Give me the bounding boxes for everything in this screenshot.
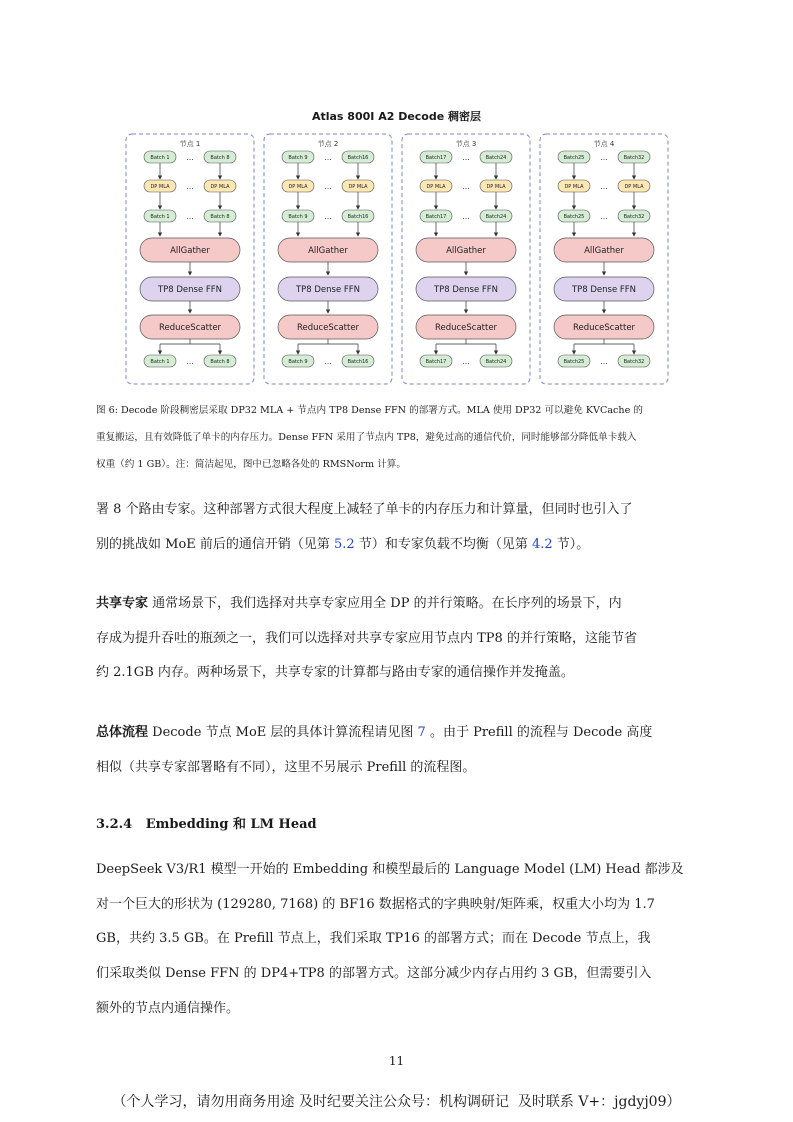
para4-line-1: DeepSeek V3/R1 模型一开始的 Embedding 和模型最后的 Language Model (LM) Head 都涉及 [96, 862, 684, 877]
section-ref-link[interactable]: 5.2 [334, 536, 355, 552]
footer-note: （个人学习，请勿用商务用途 及时纪要关注公众号：机构调研记 及时联系 V+：jgdyj09） [112, 1094, 681, 1110]
batch-label: Batch 8 [210, 155, 230, 161]
batch-label: Batch16 [347, 359, 369, 365]
ellipsis: ... [324, 357, 332, 366]
batch-label: Batch 1 [150, 359, 170, 365]
allgather-label: AllGather [308, 246, 348, 256]
batch-label: Batch17 [425, 359, 447, 365]
para2-line-2: 存成为提升吞吐的瓶颈之一，我们可以选择对共享专家应用节点内 TP8 的并行策略，这能节省 [96, 630, 637, 646]
para3-line-2: 相似（共享专家部署略有不同），这里不另展示 Prefill 的流程图。 [96, 759, 476, 775]
ellipsis: ... [324, 153, 332, 162]
ellipsis: ... [324, 182, 332, 191]
para4-line-3: GB，共约 3.5 GB。在 Prefill 节点上，我们采取 TP16 的部署方式；而在 Decode 节点上，我 [96, 931, 651, 947]
para1-line-1: 署 8 个路由专家。这种部署方式很大程度上减轻了单卡的内存压力和计算量，但同时也引入了 [96, 502, 633, 517]
batch-label: Batch 8 [210, 214, 230, 220]
para3-heading: 总体流程 [96, 725, 149, 740]
reducescatter-label: ReduceScatter [296, 323, 360, 333]
section-ref-link[interactable]: 4.2 [531, 536, 553, 552]
para2-line-1: 共享专家 通常场景下，我们选择对共享专家应用全 DP 的并行策略。在长序列的场景下，内 [96, 596, 622, 611]
ellipsis: ... [186, 212, 194, 221]
para4-line-4: 们采取类似 Dense FFN 的 DP4+TP8 的部署方式。这部分减少内存占用约 3 GB，但需要引入 [96, 966, 652, 982]
batch-label: Batch 1 [150, 214, 170, 220]
ellipsis: ... [324, 212, 332, 221]
ellipsis: ... [600, 182, 608, 191]
figure-diagram [0, 0, 793, 400]
batch-label: Batch 9 [288, 359, 308, 365]
node-label: 节点 2 [317, 140, 339, 148]
reducescatter-label: ReduceScatter [434, 323, 498, 333]
dp-mla-label: DP MLA [564, 184, 584, 190]
figure-caption [96, 397, 700, 478]
ellipsis: ... [462, 153, 470, 162]
allgather-label: AllGather [446, 246, 486, 256]
batch-label: Batch 1 [150, 155, 170, 161]
para4-line-2: 对一个巨大的形状为 (129280, 7168) 的 BF16 数据格式的字典映射/矩阵乘，权重大小均为 1.7 [96, 896, 655, 912]
dp-mla-label: DP MLA [288, 184, 308, 190]
batch-label: Batch32 [623, 155, 645, 161]
caption-line-1: 图 6: Decode 阶段稠密层采取 DP32 MLA + 节点内 TP8 Dense FFN 的部署方式。MLA 使用 DP32 可以避免 KVCache 的 [96, 405, 643, 416]
para1-line-2: 别的挑战如 MoE 前后的通信开销（见第 5.2 节）和专家负载不均衡（见第 4.2 节）。 [96, 536, 590, 552]
ellipsis: ... [600, 153, 608, 162]
dense-ffn-label: TP8 Dense FFN [295, 285, 361, 295]
ellipsis: ... [462, 212, 470, 221]
figure-ref-link[interactable]: 7 [417, 725, 426, 740]
paragraph-embedding [96, 853, 700, 1027]
figure-title: Atlas 800I A2 Decode 稠密层 [311, 110, 482, 123]
ellipsis: ... [186, 357, 194, 366]
allgather-label: AllGather [584, 246, 624, 256]
dp-mla-label: DP MLA [426, 184, 446, 190]
batch-label: Batch25 [563, 155, 585, 161]
ellipsis: ... [186, 182, 194, 191]
page-number: 11 [388, 1054, 405, 1068]
batch-label: Batch 9 [288, 214, 308, 220]
batch-label: Batch16 [347, 214, 369, 220]
ellipsis: ... [600, 212, 608, 221]
para4-line-5: 额外的节点内通信操作。 [96, 1000, 240, 1016]
para2-line-3: 约 2.1GB 内存。两种场景下，共享专家的计算都与路由专家的通信操作并发掩盖。 [96, 665, 574, 681]
dp-mla-label: DP MLA [624, 184, 644, 190]
ellipsis: ... [600, 357, 608, 366]
dense-ffn-label: TP8 Dense FFN [571, 285, 637, 295]
dp-mla-label: DP MLA [348, 184, 368, 190]
batch-label: Batch16 [347, 155, 369, 161]
section-heading: 3.2.4 Embedding 和 LM Head [96, 817, 317, 832]
ellipsis: ... [186, 153, 194, 162]
batch-label: Batch32 [623, 214, 645, 220]
batch-label: Batch 8 [210, 359, 230, 365]
batch-label: Batch25 [563, 359, 585, 365]
caption-line-3: 权重（约 1 GB）。注：简洁起见，图中已忽略各处的 RMSNorm 计算。 [96, 459, 406, 470]
paragraph-routed-experts [96, 493, 700, 562]
node-label: 节点 3 [455, 140, 477, 148]
ellipsis: ... [462, 182, 470, 191]
paragraph-shared-experts [96, 587, 700, 691]
batch-label: Batch32 [623, 359, 645, 365]
batch-label: Batch24 [485, 155, 507, 161]
dp-mla-label: DP MLA [210, 184, 230, 190]
dense-ffn-label: TP8 Dense FFN [433, 285, 499, 295]
batch-label: Batch17 [425, 155, 447, 161]
ellipsis: ... [462, 357, 470, 366]
batch-label: Batch25 [563, 214, 585, 220]
reducescatter-label: ReduceScatter [158, 323, 222, 333]
batch-label: Batch24 [485, 359, 507, 365]
reducescatter-label: ReduceScatter [572, 323, 636, 333]
dp-mla-label: DP MLA [486, 184, 506, 190]
para2-heading: 共享专家 [96, 596, 149, 611]
batch-label: Batch17 [425, 214, 447, 220]
batch-label: Batch24 [485, 214, 507, 220]
dp-mla-label: DP MLA [150, 184, 170, 190]
caption-line-2: 重复搬运，且有效降低了单卡的内存压力。Dense FFN 采用了节点内 TP8，避免过高的通信代价，同时能够部分降低单卡载入 [96, 432, 637, 443]
para3-line-1: 总体流程 Decode 节点 MoE 层的具体计算流程请见图 7 。由于 Prefill 的流程与 Decode 高度 [96, 725, 653, 740]
paragraph-overall-flow [96, 716, 700, 785]
allgather-label: AllGather [170, 246, 210, 256]
node-label: 节点 1 [179, 140, 201, 148]
batch-label: Batch 9 [288, 155, 308, 161]
dense-ffn-label: TP8 Dense FFN [157, 285, 223, 295]
node-label: 节点 4 [593, 140, 615, 148]
